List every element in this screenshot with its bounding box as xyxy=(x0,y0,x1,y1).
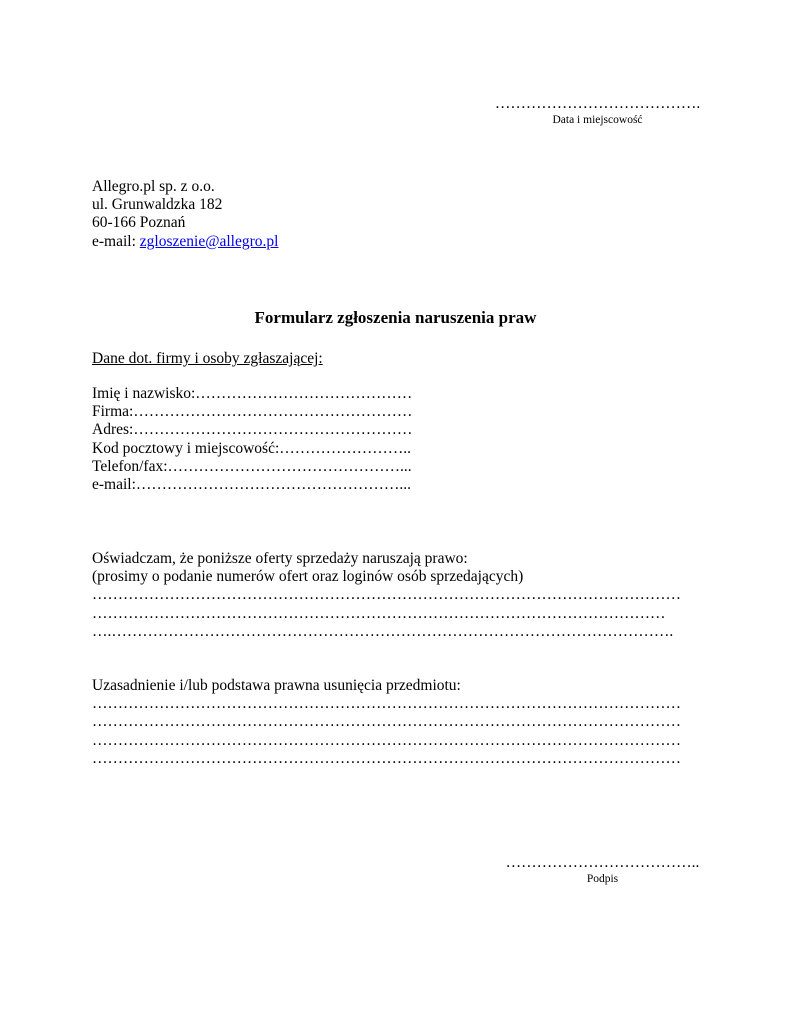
offers-line[interactable]: ………………………………………………………………………………………………… xyxy=(92,604,666,622)
field-name[interactable]: Imię i nazwisko:…………………………………… xyxy=(92,385,413,402)
signature-block xyxy=(500,854,705,886)
justification-line[interactable]: …………………………………………………………………………………………………… xyxy=(92,695,681,713)
recipient-street: ul. Grunwaldzka 182 xyxy=(92,196,223,214)
recipient-email-link[interactable]: zgloszenie@allegro.pl xyxy=(139,232,279,250)
justification-section xyxy=(92,677,698,768)
offers-section xyxy=(92,550,698,641)
reporter-fields xyxy=(92,385,412,494)
date-place-block xyxy=(490,95,705,127)
justification-line[interactable]: …………………………………………………………………………………………………… xyxy=(92,731,681,749)
form-title: Formularz zgłoszenia naruszenia praw xyxy=(254,308,537,327)
offers-line[interactable]: …………………………………………………………………………………………………… xyxy=(92,586,681,604)
reporter-section-heading: Dane dot. firmy i osoby zgłaszającej: xyxy=(92,350,323,367)
date-place-label: Data i miejscowość xyxy=(552,114,643,126)
recipient-email-label: e-mail: xyxy=(92,232,140,250)
justification-label: Uzasadnienie i/lub podstawa prawna usunięcia przedmiotu: xyxy=(92,677,461,694)
recipient-city: 60-166 Poznań xyxy=(92,214,186,232)
justification-line[interactable]: …………………………………………………………………………………………………… xyxy=(92,713,681,731)
field-company[interactable]: Firma:……………………………………………… xyxy=(92,403,413,421)
date-place-dots: …………………………………. xyxy=(494,95,701,112)
offers-line[interactable]: ….………………………………………………………………………………………………. xyxy=(92,622,674,640)
recipient-address xyxy=(92,178,278,251)
recipient-email-line xyxy=(92,233,278,251)
signature-label: Podpis xyxy=(586,873,619,885)
signature-dots[interactable]: ……………………………….. xyxy=(505,854,700,871)
field-address[interactable]: Adres:……………………………………………… xyxy=(92,421,413,439)
justification-line[interactable]: …………………………………………………………………………………………………… xyxy=(92,749,681,767)
offers-hint: (prosimy o podanie numerów ofert oraz loginów osób sprzedających) xyxy=(92,568,524,586)
recipient-company: Allegro.pl sp. z o.o. xyxy=(92,178,215,195)
field-postal-code[interactable]: Kod pocztowy i miejscowość:…………………….. xyxy=(92,439,412,457)
offers-statement: Oświadczam, że poniższe oferty sprzedaży naruszają prawo: xyxy=(92,550,468,567)
field-phone-fax[interactable]: Telefon/fax:………………………………………... xyxy=(92,457,412,475)
field-email[interactable]: e-mail:……………………………………………... xyxy=(92,476,412,494)
